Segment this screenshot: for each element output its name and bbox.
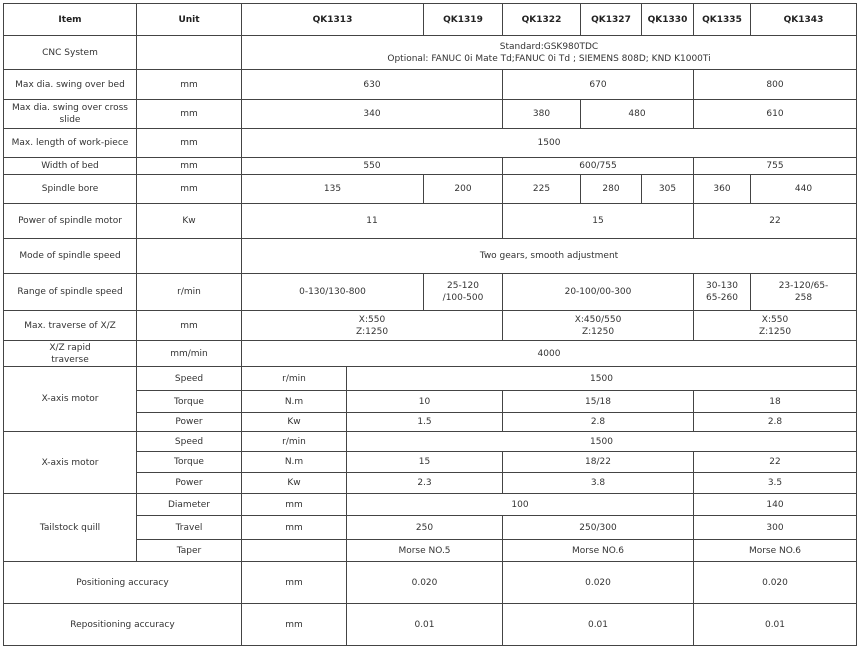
value-cell: 2.8 (503, 413, 694, 432)
value-cell: 0.020 (347, 562, 503, 604)
row-label: Mode of spindle speed (4, 239, 137, 274)
unit-cell: Kw (137, 204, 242, 239)
value-cell: 2.8 (694, 413, 857, 432)
table-row (4, 311, 857, 341)
row-label: Tailstock quill (4, 494, 137, 562)
value-cell: 225 (503, 175, 581, 204)
table-row (4, 341, 857, 367)
unit-cell: mm/min (137, 341, 242, 367)
header-model: QK1319 (424, 4, 503, 36)
table-row (4, 129, 857, 158)
unit-cell: r/min (137, 274, 242, 311)
value-cell: 18/22 (503, 452, 694, 473)
value-cell: 18 (694, 391, 857, 413)
header-row (4, 4, 857, 36)
value-cell: 480 (581, 100, 694, 129)
value-cell: 380 (503, 100, 581, 129)
value-cell: 360 (694, 175, 751, 204)
value-cell: 30-130 65-260 (694, 274, 751, 311)
row-label: X-axis motor (4, 432, 137, 494)
value-cell: 200 (424, 175, 503, 204)
header-model: QK1322 (503, 4, 581, 36)
value-cell: 670 (503, 70, 694, 100)
value-cell: 1500 (242, 129, 857, 158)
sub-label: Power (137, 473, 242, 494)
row-label: X/Z rapid traverse (4, 341, 137, 367)
row-label: X-axis motor (4, 367, 137, 432)
value-cell: 550 (242, 158, 503, 175)
header-model: QK1327 (581, 4, 642, 36)
value-cell: 0.01 (694, 604, 857, 646)
spec-table (3, 3, 857, 646)
unit-cell: mm (137, 175, 242, 204)
table-row (4, 204, 857, 239)
table-row (4, 604, 857, 646)
row-label: Range of spindle speed (4, 274, 137, 311)
value-cell: 250/300 (503, 516, 694, 540)
table-row (4, 432, 857, 452)
header-model: QK1343 (751, 4, 857, 36)
value-cell: Morse NO.5 (347, 540, 503, 562)
value-cell: 610 (694, 100, 857, 129)
value-cell: 11 (242, 204, 503, 239)
unit-cell: mm (137, 129, 242, 158)
value-cell: 2.3 (347, 473, 503, 494)
header-model: QK1335 (694, 4, 751, 36)
sub-label: Torque (137, 452, 242, 473)
value-cell: 600/755 (503, 158, 694, 175)
value-cell: 280 (581, 175, 642, 204)
sub-label: Travel (137, 516, 242, 540)
row-label: Spindle bore (4, 175, 137, 204)
row-label: Max dia. swing over cross slide (4, 100, 137, 129)
value-cell: 22 (694, 452, 857, 473)
value-cell: Morse NO.6 (503, 540, 694, 562)
unit-cell: N.m (242, 452, 347, 473)
unit-cell: r/min (242, 367, 347, 391)
row-label: Repositioning accuracy (4, 604, 242, 646)
value-cell: 100 (347, 494, 694, 516)
row-label: CNC System (4, 36, 137, 70)
header-model: QK1330 (642, 4, 694, 36)
table-row (4, 274, 857, 311)
row-label: Width of bed (4, 158, 137, 175)
unit-cell (137, 239, 242, 274)
value-cell: 15/18 (503, 391, 694, 413)
header-item: Item (4, 4, 137, 36)
sub-label: Power (137, 413, 242, 432)
value-cell: 140 (694, 494, 857, 516)
spec-table-wrapper (3, 3, 857, 646)
row-label: Max. length of work-piece (4, 129, 137, 158)
unit-cell (242, 540, 347, 562)
value-cell: 15 (347, 452, 503, 473)
value-cell: 800 (694, 70, 857, 100)
value-cell: 20-100/00-300 (503, 274, 694, 311)
value-cell: X:450/550 Z:1250 (503, 311, 694, 341)
sub-label: Taper (137, 540, 242, 562)
value-cell: 305 (642, 175, 694, 204)
value-cell: 15 (503, 204, 694, 239)
unit-cell: mm (242, 494, 347, 516)
table-row (4, 562, 857, 604)
unit-cell: r/min (242, 432, 347, 452)
header-unit: Unit (137, 4, 242, 36)
unit-cell: mm (242, 604, 347, 646)
value-cell: 3.8 (503, 473, 694, 494)
value-cell: X:550 Z:1250 (242, 311, 503, 341)
unit-cell: mm (137, 100, 242, 129)
value-cell: 300 (694, 516, 857, 540)
table-row (4, 70, 857, 100)
table-row (4, 239, 857, 274)
value-cell: X:550 Z:1250 (694, 311, 857, 341)
value-cell: 1.5 (347, 413, 503, 432)
cnc-value: Standard:GSK980TDC Optional: FANUC 0i Mate Td;FANUC 0i Td ; SIEMENS 808D; KND K1000Ti (242, 36, 857, 70)
value-cell: 0.020 (503, 562, 694, 604)
value-cell: 0-130/130-800 (242, 274, 424, 311)
value-cell: 0.020 (694, 562, 857, 604)
value-cell: 755 (694, 158, 857, 175)
row-label: Power of spindle motor (4, 204, 137, 239)
unit-cell: mm (137, 311, 242, 341)
value-cell: 23-120/65- 258 (751, 274, 857, 311)
row-label: Max dia. swing over bed (4, 70, 137, 100)
sub-label: Torque (137, 391, 242, 413)
sub-label: Diameter (137, 494, 242, 516)
value-cell: 250 (347, 516, 503, 540)
table-row (4, 158, 857, 175)
value-cell: 3.5 (694, 473, 857, 494)
row-label: Max. traverse of X/Z (4, 311, 137, 341)
row-label: Positioning accuracy (4, 562, 242, 604)
table-row (4, 175, 857, 204)
value-cell: 10 (347, 391, 503, 413)
unit-cell (137, 36, 242, 70)
unit-cell: N.m (242, 391, 347, 413)
value-cell: 340 (242, 100, 503, 129)
value-cell: 630 (242, 70, 503, 100)
table-row (4, 494, 857, 516)
table-row (4, 100, 857, 129)
unit-cell: Kw (242, 413, 347, 432)
unit-cell: mm (137, 70, 242, 100)
value-cell: 1500 (347, 367, 857, 391)
value-cell: 440 (751, 175, 857, 204)
unit-cell: mm (137, 158, 242, 175)
value-cell: 135 (242, 175, 424, 204)
header-model: QK1313 (242, 4, 424, 36)
value-cell: 4000 (242, 341, 857, 367)
sub-label: Speed (137, 367, 242, 391)
value-cell: 0.01 (503, 604, 694, 646)
unit-cell: mm (242, 516, 347, 540)
value-cell: 22 (694, 204, 857, 239)
value-cell: 0.01 (347, 604, 503, 646)
value-cell: Two gears, smooth adjustment (242, 239, 857, 274)
value-cell: 1500 (347, 432, 857, 452)
sub-label: Speed (137, 432, 242, 452)
value-cell: Morse NO.6 (694, 540, 857, 562)
table-row (4, 367, 857, 391)
value-cell: 25-120 /100-500 (424, 274, 503, 311)
unit-cell: mm (242, 562, 347, 604)
table-row (4, 36, 857, 70)
unit-cell: Kw (242, 473, 347, 494)
